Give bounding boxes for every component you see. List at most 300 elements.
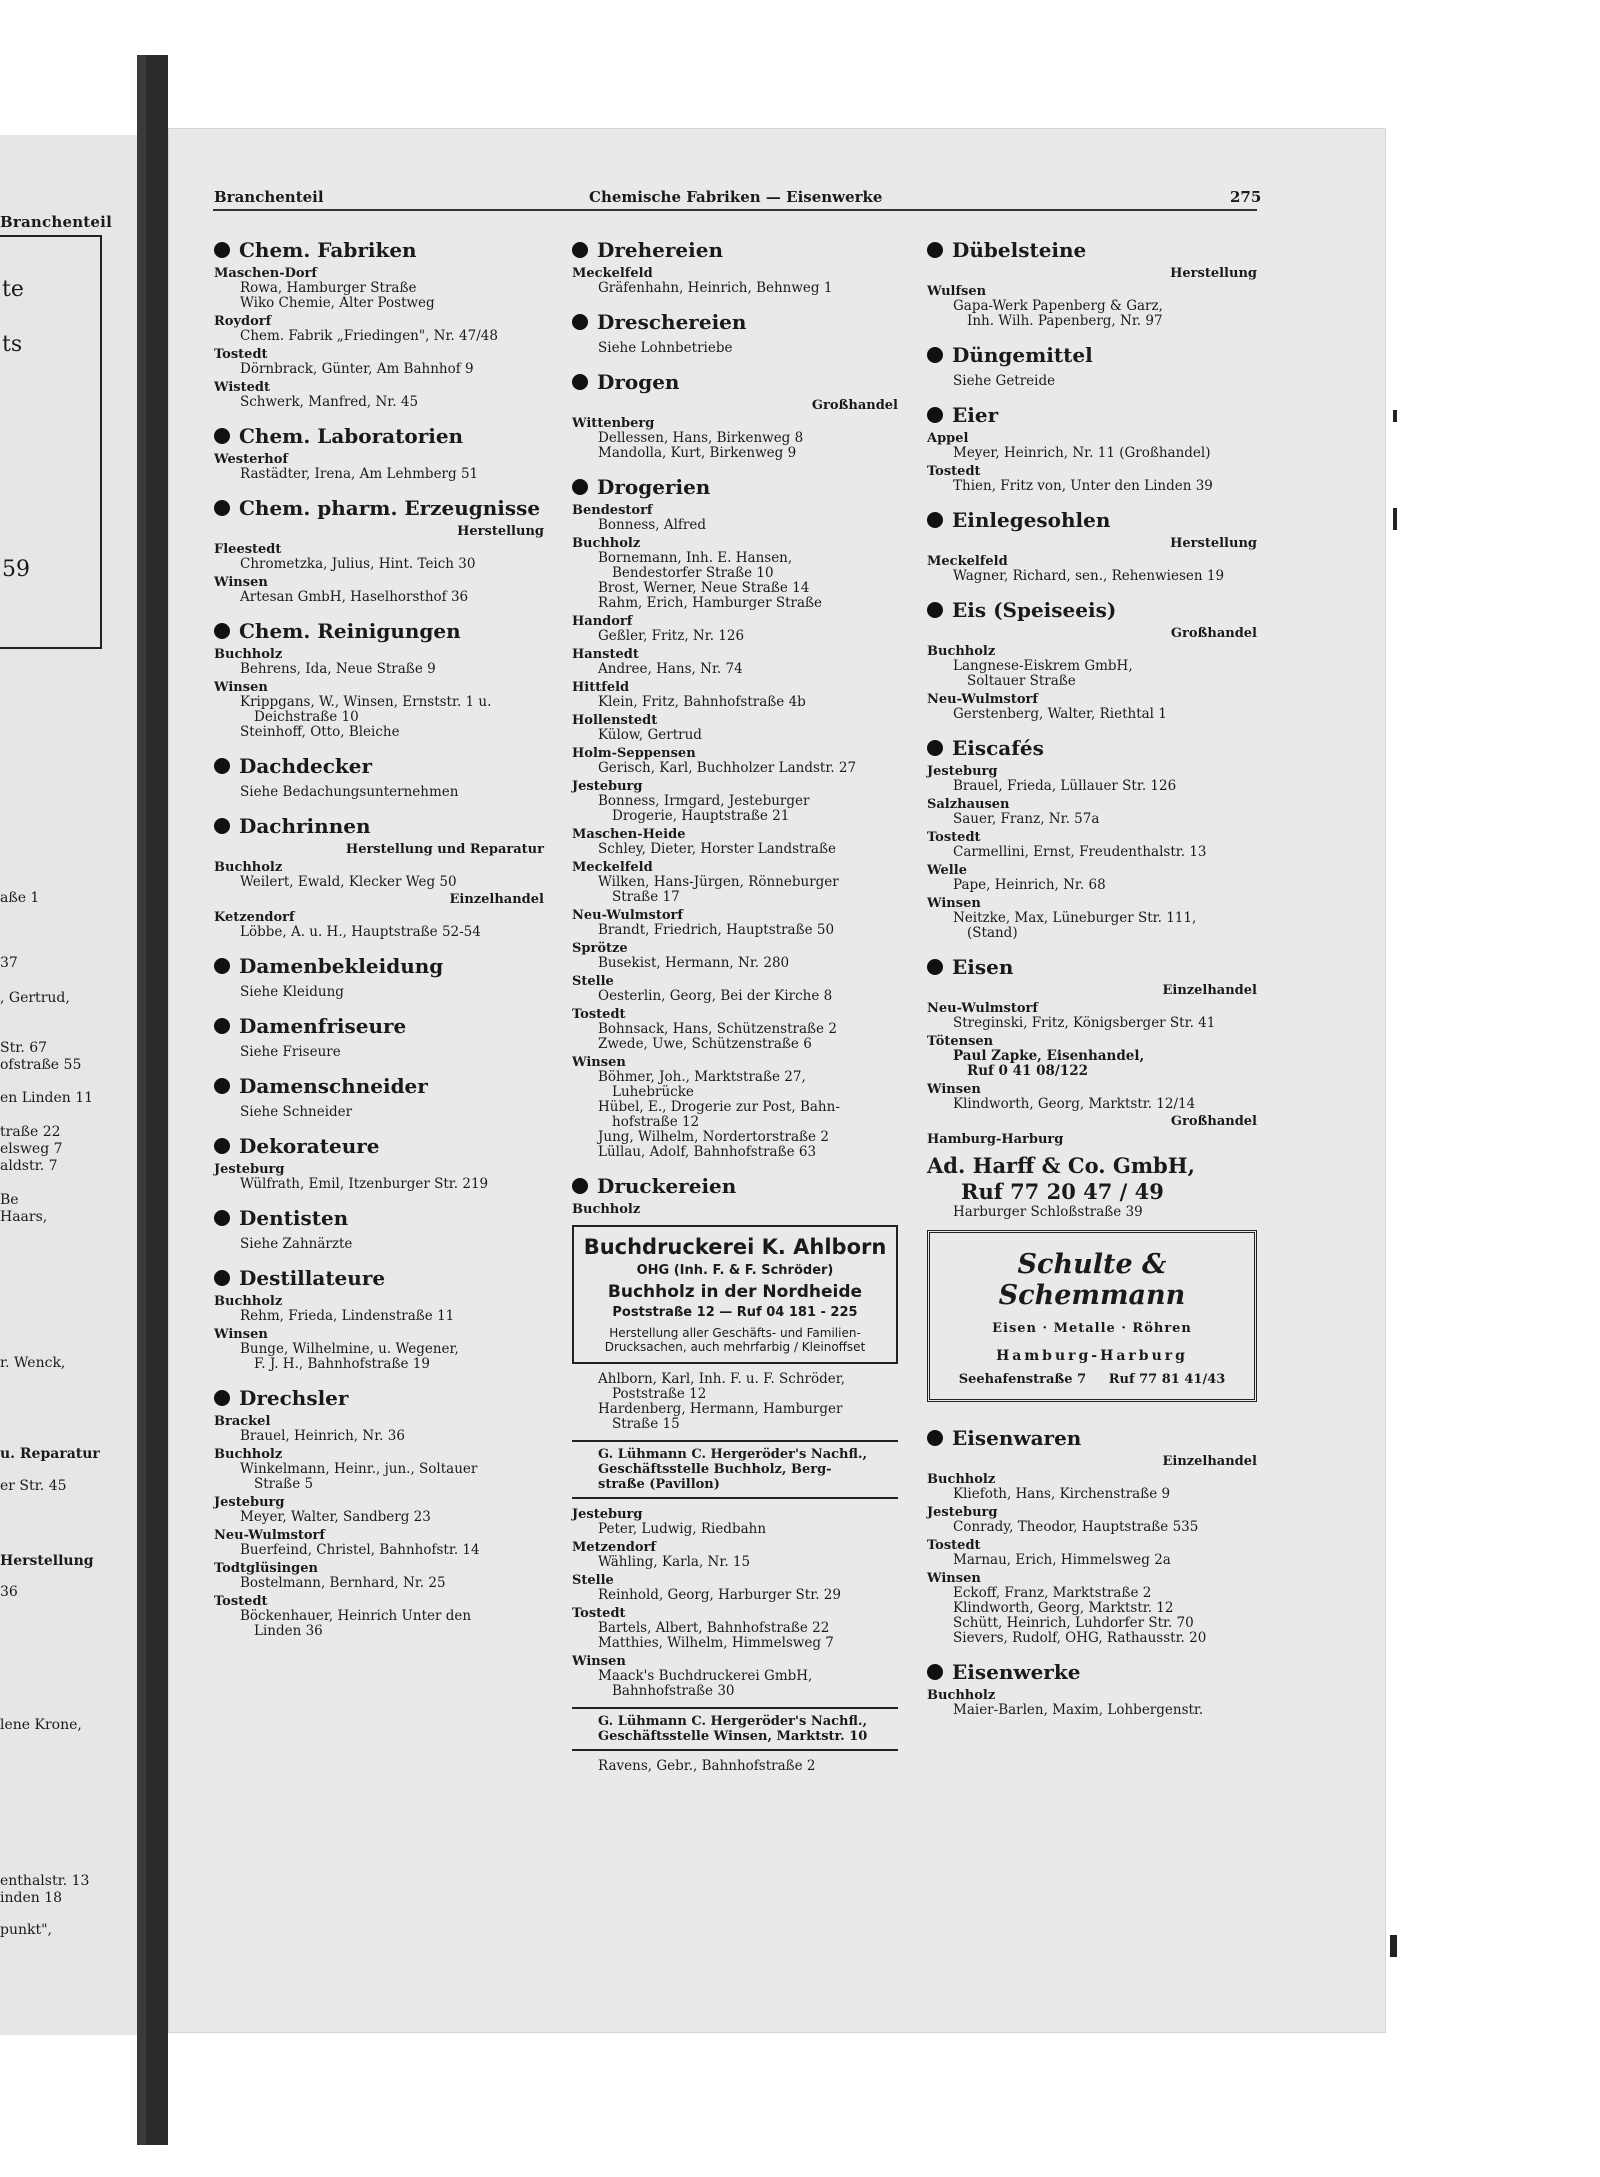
place-name: Hollenstedt xyxy=(572,713,658,728)
section-title: Dekorateure xyxy=(239,1134,380,1158)
boxed-listing-line: Geschäftsstelle Buchholz, Berg- xyxy=(598,1462,832,1477)
directory-entry xyxy=(572,923,898,938)
directory-section xyxy=(572,310,898,370)
directory-entry xyxy=(572,1402,898,1432)
section-heading xyxy=(572,1174,898,1198)
directory-entry xyxy=(572,1669,898,1699)
directory-section xyxy=(927,1426,1257,1660)
entry-text: Bornemann, Inh. E. Hansen, xyxy=(598,550,793,566)
section-spacer xyxy=(214,482,544,496)
entry-text: Wülfrath, Emil, Itzenburger Str. 219 xyxy=(240,1176,489,1192)
place-name: Winsen xyxy=(572,1055,626,1070)
place-name: Roydorf xyxy=(214,314,272,329)
place-name: Handorf xyxy=(572,614,633,629)
entry-text: Matthies, Wilhelm, Himmelsweg 7 xyxy=(598,1635,834,1651)
directory-entry xyxy=(572,1588,898,1603)
left-page-fragment xyxy=(0,135,148,2035)
directory-entry xyxy=(214,296,544,311)
place-name: Jesteburg xyxy=(214,1162,285,1177)
directory-section xyxy=(927,598,1257,736)
directory-entry xyxy=(214,395,544,410)
bullet-icon xyxy=(214,1078,230,1094)
section-title: Chem. pharm. Erzeugnisse xyxy=(239,496,541,520)
entry-continuation: F. J. H., Bahnhofstraße 19 xyxy=(254,1356,430,1372)
place-name: Tostedt xyxy=(927,464,981,479)
featured-listing xyxy=(927,1153,1257,1205)
entry-text: Meyer, Walter, Sandberg 23 xyxy=(240,1509,431,1525)
boxed-listing xyxy=(572,1440,898,1499)
place-name: Wittenberg xyxy=(572,416,655,431)
section-heading xyxy=(214,1206,544,1230)
directory-entry xyxy=(572,842,898,857)
left-page-text-line: traße 22 xyxy=(0,1124,61,1140)
section-spacer xyxy=(214,800,544,814)
cross-reference: Siehe Lohnbetriebe xyxy=(598,340,733,356)
directory-entry xyxy=(927,1097,1257,1112)
bullet-icon xyxy=(927,242,943,258)
entry-continuation: Inh. Wilh. Papenberg, Nr. 97 xyxy=(967,313,1163,329)
entry-text: Streginski, Fritz, Königsberger Str. 41 xyxy=(953,1015,1216,1031)
directory-section xyxy=(927,403,1257,508)
section-spacer xyxy=(927,329,1257,343)
directory-section xyxy=(214,424,544,496)
entry-text: Gräfenhahn, Heinrich, Behnweg 1 xyxy=(598,280,833,296)
trade-type: Einzelhandel xyxy=(1162,1454,1257,1469)
directory-entry xyxy=(214,557,544,572)
entry-text: Schwerk, Manfred, Nr. 45 xyxy=(240,394,419,410)
section-spacer xyxy=(572,461,898,475)
boxed-listing xyxy=(572,1707,898,1751)
directory-entry xyxy=(214,875,544,890)
entry-text: Rehm, Frieda, Lindenstraße 11 xyxy=(240,1308,455,1324)
left-box-text-3: 59 xyxy=(2,557,30,582)
entry-text: Conrady, Theodor, Hauptstraße 535 xyxy=(953,1519,1199,1535)
directory-section xyxy=(214,496,544,619)
directory-entry xyxy=(927,1586,1257,1601)
section-title: Drogerien xyxy=(597,475,711,499)
directory-entry xyxy=(214,281,544,296)
entry-continuation: Deichstraße 10 xyxy=(254,709,359,725)
directory-entry xyxy=(572,761,898,776)
directory-section xyxy=(572,1174,898,1788)
directory-entry xyxy=(572,1022,898,1037)
place-name: Winsen xyxy=(927,896,981,911)
entry-text: Klindworth, Georg, Marktstr. 12 xyxy=(953,1600,1174,1616)
entry-text: Artesan GmbH, Haselhorsthof 36 xyxy=(240,589,469,605)
section-heading xyxy=(214,814,544,838)
bullet-icon xyxy=(572,1178,588,1194)
place-name: Buchholz xyxy=(927,1472,996,1487)
place-name: Todtglüsingen xyxy=(214,1561,318,1576)
left-page-text-line: 36 xyxy=(0,1584,18,1600)
bullet-icon xyxy=(927,1664,943,1680)
entry-text: Hardenberg, Hermann, Hamburger xyxy=(598,1401,843,1417)
place-name: Meckelfeld xyxy=(927,554,1008,569)
trade-type: Großhandel xyxy=(1170,626,1257,641)
section-title: Destillateure xyxy=(239,1266,386,1290)
place-name: Tostedt xyxy=(214,347,268,362)
directory-entry xyxy=(572,662,898,677)
left-box-text-1: te xyxy=(2,277,24,302)
directory-entry xyxy=(572,989,898,1004)
entry-text: Brost, Werner, Neue Straße 14 xyxy=(598,580,810,596)
section-title: Dübelsteine xyxy=(952,238,1087,262)
place-name: Buchholz xyxy=(214,1447,283,1462)
bullet-icon xyxy=(927,740,943,756)
place-name: Salzhausen xyxy=(927,797,1010,812)
boxed-listing-line: straße (Pavillon) xyxy=(598,1477,720,1492)
left-page-text-line: ofstraße 55 xyxy=(0,1057,82,1073)
section-heading xyxy=(572,310,898,334)
directory-entry xyxy=(572,1759,898,1774)
entry-text: Dellessen, Hans, Birkenweg 8 xyxy=(598,430,804,446)
cross-reference: Siehe Bedachungsunternehmen xyxy=(240,784,459,800)
place-name: Buchholz xyxy=(214,1294,283,1309)
entry-continuation: Drogerie, Hauptstraße 21 xyxy=(612,808,790,824)
entry-text: Marnau, Erich, Himmelsweg 2a xyxy=(953,1552,1171,1568)
place-name: Tostedt xyxy=(927,830,981,845)
entry-text: Klein, Fritz, Bahnhofstraße 4b xyxy=(598,694,806,710)
section-heading xyxy=(214,1266,544,1290)
section-spacer xyxy=(927,1646,1257,1660)
left-page-text-line: lene Krone, xyxy=(0,1717,82,1733)
entry-continuation: Soltauer Straße xyxy=(967,673,1076,689)
directory-entry xyxy=(214,590,544,605)
entry-text: Mandolla, Kurt, Birkenweg 9 xyxy=(598,445,797,461)
place-name: Fleestedt xyxy=(214,542,282,557)
section-heading xyxy=(214,754,544,778)
section-title: Drogen xyxy=(597,370,680,394)
bullet-icon xyxy=(214,1270,230,1286)
section-heading xyxy=(927,403,1257,427)
ad-services-line: Drucksachen, auch mehrfarbig / Kleinoffset xyxy=(604,1340,866,1354)
page-number: 275 xyxy=(1230,188,1262,206)
directory-section xyxy=(214,1134,544,1206)
section-title: Drehereien xyxy=(597,238,723,262)
bullet-icon xyxy=(572,242,588,258)
directory-entry xyxy=(572,1522,898,1537)
section-title: Eisenwerke xyxy=(952,1660,1081,1684)
directory-entry xyxy=(572,1037,898,1052)
column-2 xyxy=(572,238,898,1788)
directory-entry xyxy=(927,911,1257,941)
directory-section xyxy=(572,475,898,1174)
directory-section xyxy=(927,955,1257,1426)
entry-text: Buerfeind, Christel, Bahnhofstr. 14 xyxy=(240,1542,480,1558)
place-name: Jesteburg xyxy=(572,779,643,794)
place-name: Jesteburg xyxy=(927,1505,998,1520)
entry-text: Maier-Barlen, Maxim, Lohbergenstr. xyxy=(953,1702,1204,1718)
section-spacer xyxy=(214,940,544,954)
place-name: Meckelfeld xyxy=(572,266,653,281)
entry-continuation: hofstraße 12 xyxy=(612,1114,700,1130)
entry-text: Löbbe, A. u. H., Hauptstraße 52-54 xyxy=(240,924,481,940)
section-spacer xyxy=(927,722,1257,736)
section-spacer xyxy=(572,1774,898,1788)
section-title: Dachrinnen xyxy=(239,814,371,838)
section-title: Druckereien xyxy=(597,1174,737,1198)
directory-entry xyxy=(572,728,898,743)
place-name: Appel xyxy=(927,431,969,446)
directory-entry xyxy=(572,1621,898,1636)
section-spacer xyxy=(214,410,544,424)
entry-text: Külow, Gertrud xyxy=(598,727,702,743)
directory-entry xyxy=(927,569,1257,584)
place-name: Stelle xyxy=(572,974,614,989)
entry-text: Rastädter, Irena, Am Lehmberg 51 xyxy=(240,466,479,482)
section-spacer xyxy=(214,1120,544,1134)
place-name: Metzendorf xyxy=(572,1540,656,1555)
entry-text: Maack's Buchdruckerei GmbH, xyxy=(598,1668,813,1684)
entry-text: Wilken, Hans-Jürgen, Rönneburger xyxy=(598,874,839,890)
section-heading xyxy=(927,1660,1257,1684)
directory-entry xyxy=(572,431,898,446)
directory-entry xyxy=(572,695,898,710)
featured-company: Ad. Harff & Co. GmbH, xyxy=(927,1153,1195,1178)
entry-text: Rahm, Erich, Hamburger Straße xyxy=(598,595,823,611)
section-spacer xyxy=(214,740,544,754)
place-name: Hittfeld xyxy=(572,680,630,695)
directory-section xyxy=(927,238,1257,343)
entry-text: Andree, Hans, Nr. 74 xyxy=(598,661,743,677)
directory-section xyxy=(214,1074,544,1134)
entry-continuation: Ruf 0 41 08/122 xyxy=(967,1063,1089,1079)
section-spacer xyxy=(927,1412,1257,1426)
directory-entry xyxy=(214,695,544,725)
directory-entry xyxy=(927,479,1257,494)
section-title: Damenschneider xyxy=(239,1074,428,1098)
section-title: Chem. Reinigungen xyxy=(239,619,461,643)
place-name: Brackel xyxy=(214,1414,271,1429)
bullet-icon xyxy=(927,602,943,618)
directory-entry xyxy=(214,1342,544,1372)
steel-advertisement xyxy=(927,1230,1257,1402)
directory-entry xyxy=(927,446,1257,461)
place-name: Meckelfeld xyxy=(572,860,653,875)
entry-text: Bohnsack, Hans, Schützenstraße 2 xyxy=(598,1021,837,1037)
trade-type: Herstellung xyxy=(1170,266,1257,281)
place-name: Winsen xyxy=(214,575,268,590)
directory-entry xyxy=(927,878,1257,893)
trade-type: Großhandel xyxy=(1170,1114,1257,1129)
entry-text: Bostelmann, Bernhard, Nr. 25 xyxy=(240,1575,446,1591)
entry-text: Böhmer, Joh., Marktstraße 27, xyxy=(598,1069,806,1085)
left-page-text-line: , Gertrud, xyxy=(0,990,70,1006)
place-name: Welle xyxy=(927,863,967,878)
trade-type: Herstellung und Reparatur xyxy=(345,842,544,857)
cross-reference: Siehe Getreide xyxy=(953,373,1056,389)
place-name: Winsen xyxy=(214,1327,268,1342)
place-name: Tostedt xyxy=(572,1606,626,1621)
place-name: Hanstedt xyxy=(572,647,639,662)
left-page-text-line: elsweg 7 xyxy=(0,1141,63,1157)
directory-entry xyxy=(927,299,1257,329)
section-heading xyxy=(214,238,544,262)
place-name: Tostedt xyxy=(214,1594,268,1609)
place-name: Buchholz xyxy=(572,536,641,551)
entry-continuation: Poststraße 12 xyxy=(612,1386,707,1402)
directory-entry xyxy=(927,707,1257,722)
entry-text: Winkelmann, Heinr., jun., Soltauer xyxy=(240,1461,478,1477)
directory-entry xyxy=(214,725,544,740)
directory-section xyxy=(214,1014,544,1074)
section-title: Einlegesohlen xyxy=(952,508,1111,532)
bullet-icon xyxy=(927,347,943,363)
directory-section xyxy=(214,1266,544,1386)
directory-section xyxy=(214,814,544,954)
bullet-icon xyxy=(927,1430,943,1446)
bullet-icon xyxy=(214,1018,230,1034)
left-page-text-line: aldstr. 7 xyxy=(0,1158,58,1174)
left-page-text-line: Herstellung xyxy=(0,1553,94,1569)
section-heading xyxy=(927,736,1257,760)
section-heading xyxy=(927,598,1257,622)
left-page-text-line: inden 18 xyxy=(0,1890,63,1906)
section-title: Dachdecker xyxy=(239,754,373,778)
left-page-text-line: r. Wenck, xyxy=(0,1355,66,1371)
directory-entry xyxy=(572,551,898,581)
section-title: Dreschereien xyxy=(597,310,747,334)
entry-text: Ravens, Gebr., Bahnhofstraße 2 xyxy=(598,1758,816,1774)
place-name: Neu-Wulmstorf xyxy=(214,1528,325,1543)
boxed-listing-line: G. Lühmann C. Hergeröder's Nachfl., xyxy=(598,1447,868,1462)
entry-text: Oesterlin, Georg, Bei der Kirche 8 xyxy=(598,988,833,1004)
entry-continuation: Straße 17 xyxy=(612,889,680,905)
section-title: Düngemittel xyxy=(952,343,1093,367)
bullet-icon xyxy=(214,428,230,444)
directory-entry xyxy=(572,1145,898,1160)
place-name: Westerhof xyxy=(214,452,288,467)
left-page-text-line: u. Reparatur xyxy=(0,1446,100,1462)
section-heading xyxy=(214,954,544,978)
cross-reference: Siehe Friseure xyxy=(240,1044,341,1060)
bullet-icon xyxy=(927,407,943,423)
place-name: Buchholz xyxy=(572,1202,641,1217)
ad-services-line: Herstellung aller Geschäfts- und Familien- xyxy=(609,1326,861,1340)
place-name: Winsen xyxy=(927,1571,981,1586)
boxed-listing-line: G. Lühmann C. Hergeröder's Nachfl., xyxy=(598,1714,868,1729)
entry-text: Schley, Dieter, Horster Landstraße xyxy=(598,841,836,857)
directory-section xyxy=(214,238,544,424)
column-1 xyxy=(214,238,544,1653)
directory-entry xyxy=(927,659,1257,689)
entry-text: Bonness, Alfred xyxy=(598,517,707,533)
entry-text: Chrometzka, Julius, Hint. Teich 30 xyxy=(240,556,476,572)
place-name: Stelle xyxy=(572,1573,614,1588)
bullet-icon xyxy=(214,958,230,974)
directory-entry xyxy=(214,1510,544,1525)
cross-reference: Siehe Schneider xyxy=(240,1104,353,1120)
directory-entry xyxy=(214,1177,544,1192)
directory-entry xyxy=(927,1601,1257,1616)
directory-section xyxy=(214,1386,544,1653)
entry-text: Meyer, Heinrich, Nr. 11 (Großhandel) xyxy=(953,445,1211,461)
entry-text: Neitzke, Max, Lüneburger Str. 111, xyxy=(953,910,1197,926)
directory-entry xyxy=(927,1049,1257,1079)
directory-section xyxy=(572,370,898,475)
place-name: Tötensen xyxy=(927,1034,994,1049)
entry-text: Sauer, Franz, Nr. 57a xyxy=(953,811,1100,827)
bullet-icon xyxy=(214,818,230,834)
section-title: Eier xyxy=(952,403,999,427)
section-spacer xyxy=(214,1252,544,1266)
section-heading xyxy=(214,496,544,520)
directory-entry xyxy=(572,629,898,644)
section-title: Dentisten xyxy=(239,1206,349,1230)
place-name: Wulfsen xyxy=(927,284,987,299)
section-heading xyxy=(572,370,898,394)
entry-text: Lüllau, Adolf, Bahnhofstraße 63 xyxy=(598,1144,817,1160)
entry-text: Klindworth, Georg, Marktstr. 12/14 xyxy=(953,1096,1196,1112)
place-name: Buchholz xyxy=(214,860,283,875)
section-heading xyxy=(927,955,1257,979)
section-heading xyxy=(927,1426,1257,1450)
entry-continuation: Linden 36 xyxy=(254,1623,323,1639)
left-page-text-line: aße 1 xyxy=(0,890,40,906)
section-heading xyxy=(214,1386,544,1410)
entry-text: Thien, Fritz von, Unter den Linden 39 xyxy=(953,478,1213,494)
directory-section xyxy=(927,343,1257,403)
directory-entry xyxy=(572,581,898,596)
place-name: Tostedt xyxy=(927,1538,981,1553)
entry-text: Jung, Wilhelm, Nordertorstraße 2 xyxy=(598,1129,829,1145)
section-heading xyxy=(572,238,898,262)
place-name: Buchholz xyxy=(927,644,996,659)
section-spacer xyxy=(927,494,1257,508)
left-box-text-2: ts xyxy=(2,332,23,357)
directory-section xyxy=(927,508,1257,598)
entry-text: Brandt, Friedrich, Hauptstraße 50 xyxy=(598,922,835,938)
entry-text: Zwede, Uwe, Schützenstraße 6 xyxy=(598,1036,812,1052)
bullet-icon xyxy=(927,512,943,528)
place-name: Jesteburg xyxy=(927,764,998,779)
entry-text: Bunge, Wilhelmine, u. Wegener, xyxy=(240,1341,459,1357)
place-name: Ketzendorf xyxy=(214,910,295,925)
entry-continuation: Bahnhofstraße 30 xyxy=(612,1683,735,1699)
left-page-text-line: Be xyxy=(0,1192,19,1208)
directory-entry xyxy=(572,1130,898,1145)
directory-entry xyxy=(572,518,898,533)
section-heading xyxy=(214,424,544,448)
entry-text: Geßler, Fritz, Nr. 126 xyxy=(598,628,745,644)
directory-entry xyxy=(927,1631,1257,1646)
left-page-text-line: en Linden 11 xyxy=(0,1090,94,1106)
directory-entry xyxy=(214,362,544,377)
section-heading xyxy=(214,619,544,643)
entry-continuation: Bendestorfer Straße 10 xyxy=(612,565,774,581)
section-spacer xyxy=(927,584,1257,598)
trade-type: Einzelhandel xyxy=(449,892,544,907)
directory-section xyxy=(927,736,1257,955)
entry-text: Pape, Heinrich, Nr. 68 xyxy=(953,877,1106,893)
directory-section xyxy=(214,954,544,1014)
bullet-icon xyxy=(214,623,230,639)
entry-text: Wiko Chemie, Alter Postweg xyxy=(240,295,435,311)
section-spacer xyxy=(214,1639,544,1653)
entry-continuation: (Stand) xyxy=(967,925,1018,941)
section-spacer xyxy=(927,389,1257,403)
directory-entry xyxy=(927,1520,1257,1535)
entry-text: Harburger Schloßstraße 39 xyxy=(953,1204,1143,1220)
entry-text: Brauel, Heinrich, Nr. 36 xyxy=(240,1428,405,1444)
left-page-text-line: Str. 67 xyxy=(0,1040,48,1056)
place-name: Maschen-Heide xyxy=(572,827,686,842)
directory-section xyxy=(572,238,898,310)
directory-entry xyxy=(927,1553,1257,1568)
ad-company-name: Buchdruckerei K. Ahlborn xyxy=(583,1235,887,1259)
directory-entry xyxy=(214,662,544,677)
trade-type: Großhandel xyxy=(811,398,898,413)
